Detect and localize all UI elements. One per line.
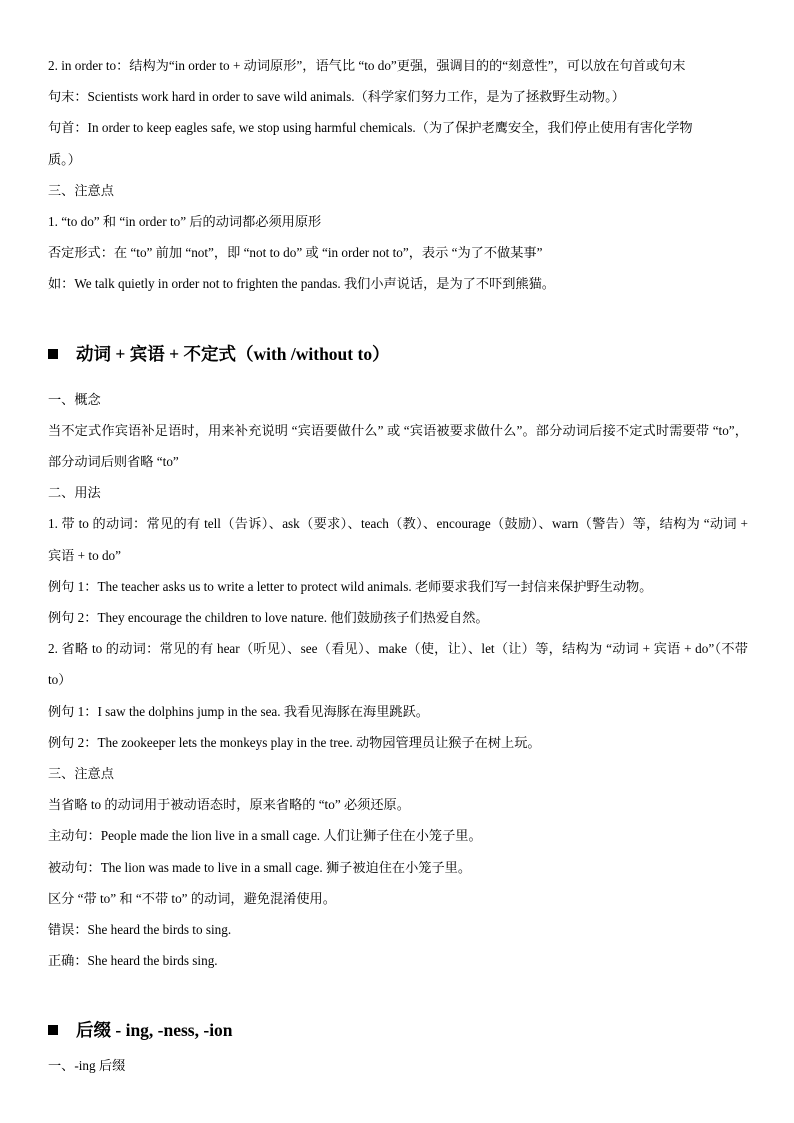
subsection-title: 三、注意点 xyxy=(48,182,114,198)
section-heading xyxy=(48,328,748,380)
paragraph: 1. 带 to 的动词：常见的有 tell（告诉）、ask（要求）、teach（教）、encourage（鼓励）、warn（警告）等，结构为 “动词 + 宾语 + to do” xyxy=(48,516,748,563)
text-line: 当省略 to 的动词用于被动语态时，原来省略的 “to” 必须还原。 xyxy=(48,797,410,813)
document-page xyxy=(48,50,748,1082)
example-line: 例句 1：The teacher asks us to write a letter to protect wild animals. 老师要求我们写一封信来保护野生动物。 xyxy=(48,578,653,594)
subsection-title: 一、-ing 后缀 xyxy=(48,1058,126,1074)
section-suffixes xyxy=(48,1010,748,1081)
section-heading xyxy=(48,1010,748,1050)
section-verb-object-infinitive xyxy=(48,328,748,977)
text-line: 错误：She heard the birds to sing. xyxy=(48,922,232,938)
paragraph: 当不定式作宾语补足语时，用来补充说明 “宾语要做什么” 或 “宾语被要求做什么”。部分动词后接不定式时需要带 “to”，部分动词后则省略 “to” xyxy=(48,422,748,470)
subsection-title: 二、用法 xyxy=(48,485,101,501)
text-line: 主动句：People made the lion live in a small cage. 人们让狮子住在小笼子里。 xyxy=(48,828,482,844)
section-in-order-to xyxy=(48,50,748,300)
square-bullet-icon xyxy=(48,349,58,359)
text-line: 句末：Scientists work hard in order to save wild animals.（科学家们努力工作，是为了拯救野生动物。） xyxy=(48,89,625,105)
text-line: 否定形式：在 “to” 前加 “not”，即 “not to do” 或 “in order not to”，表示 “为了不做某事” xyxy=(48,245,543,261)
section-heading-text: 后缀 - ing, -ness, -ion xyxy=(76,1020,233,1041)
subsection-title: 一、概念 xyxy=(48,391,101,407)
text-line: 1. “to do” 和 “in order to” 后的动词都必须用原形 xyxy=(48,214,322,230)
text-line: 质。） xyxy=(48,151,81,167)
example-line: 例句 2：They encourage the children to love nature. 他们鼓励孩子们热爱自然。 xyxy=(48,610,489,626)
text-line: 2. in order to：结构为“in order to + 动词原形”，语气比 “to do”更强，强调目的的“刻意性”，可以放在句首或句末 xyxy=(48,58,686,73)
text-line: 正确：She heard the birds sing. xyxy=(48,953,218,969)
example-line: 例句 1：I saw the dolphins jump in the sea. 我看见海豚在海里跳跃。 xyxy=(48,703,429,719)
text-line: 如：We talk quietly in order not to frighten the pandas. 我们小声说话，是为了不吓到熊猫。 xyxy=(48,276,555,292)
text-line: 被动句：The lion was made to live in a small cage. 狮子被迫住在小笼子里。 xyxy=(48,859,472,875)
text-line: 区分 “带 to” 和 “不带 to” 的动词，避免混淆使用。 xyxy=(48,890,336,906)
text-line: 句首：In order to keep eagles safe, we stop using harmful chemicals.（为了保护老鹰安全，我们停止使用有害化学物 xyxy=(48,120,693,136)
subsection-title: 三、注意点 xyxy=(48,766,114,782)
example-line: 例句 2：The zookeeper lets the monkeys play in the tree. 动物园管理员让猴子在树上玩。 xyxy=(48,734,541,750)
paragraph: 2. 省略 to 的动词：常见的有 hear（听见）、see（看见）、make（使，让）、let（让）等，结构为 “动词 + 宾语 + do”（不带 to） xyxy=(48,641,748,688)
square-bullet-icon xyxy=(48,1025,58,1035)
section-heading-text: 动词 + 宾语 + 不定式（with /without to） xyxy=(76,343,390,364)
